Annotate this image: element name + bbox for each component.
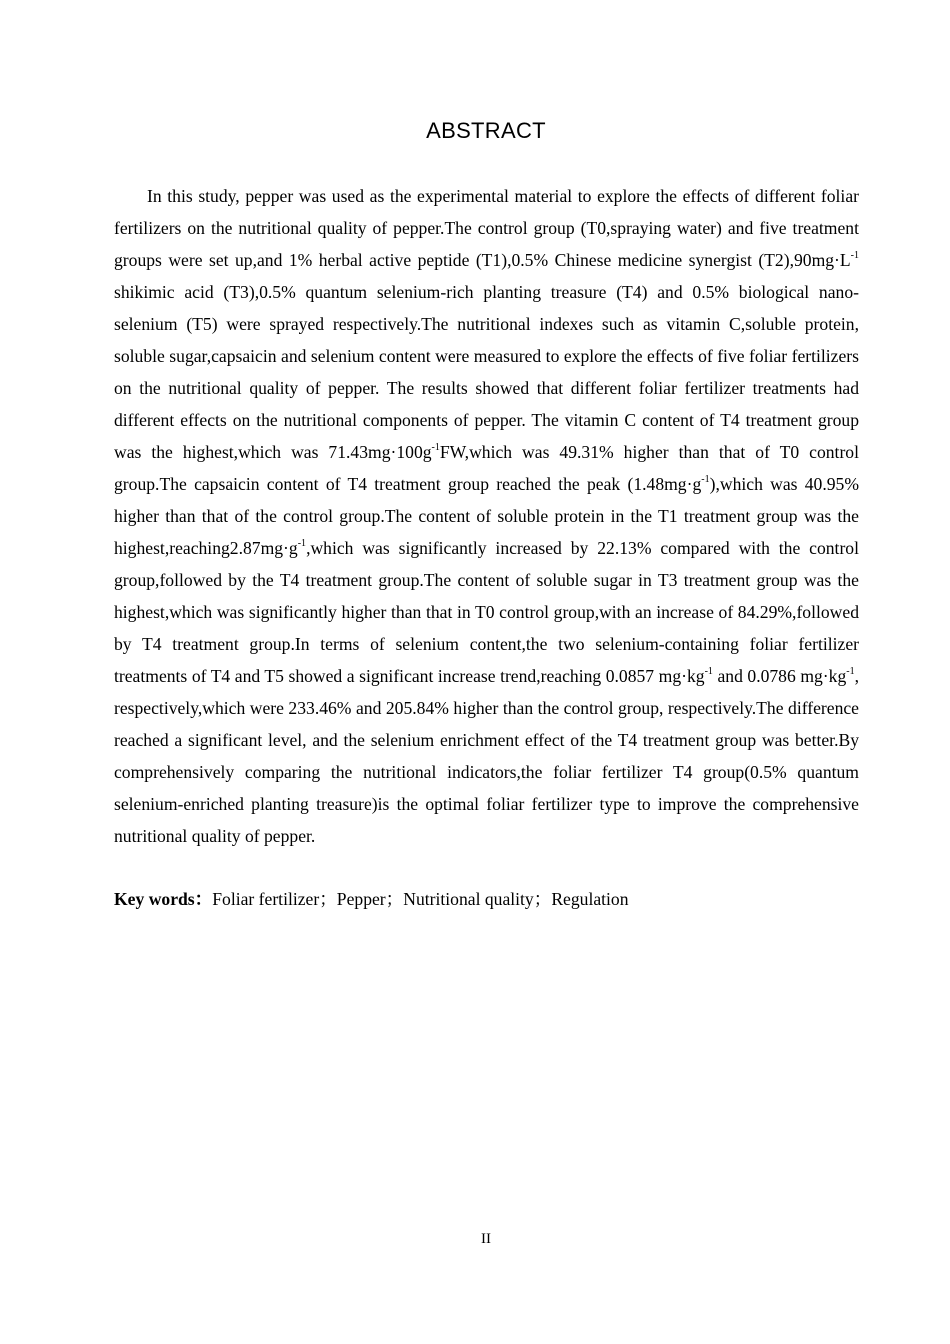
abstract-heading: ABSTRACT: [426, 118, 546, 143]
superscript: -1: [846, 666, 855, 678]
abstract-text: FW,which was 49.31% higher than that of T0 control group.The capsaicin content of T4 treatment group reached the peak (1.48mg·g: [114, 442, 859, 494]
superscript: -1: [850, 250, 859, 262]
superscript: -1: [297, 538, 307, 550]
keywords-terms: Foliar fertilizer；Pepper；Nutritional quality；Regulation: [212, 889, 629, 909]
abstract-text: In this study, pepper was used as the experimental material to explore the effects of different foliar fertilizers on the nutritional quality of pepper.The control group (T0,spraying water) and five treatment groups were set up,and 1% herbal active peptide (T1),0.5% Chinese medicine synergist (T2),90mg·L: [114, 186, 859, 270]
superscript: -1: [701, 474, 710, 486]
abstract-text: ,which was significantly increased by 22.13% compared with the control group,followed by the T4 treatment group.The content of soluble sugar in T3 treatment group was the highest,which was significantly higher than that in T0 control group,with an increase of 84.29%,followed by T4 treatment group.In terms of selenium content,the two selenium-containing foliar fertilizer treatments of T4 and T5 showed a significant increase trend,reaching 0.0857 mg·kg: [114, 538, 859, 686]
abstract-text: , respectively,which were 233.46% and 205.84% higher than the control group, respectively.The difference reached a significant level, and the selenium enrichment effect of the T4 treatment group was better.By comprehensively comparing the nutritional indicators,the foliar fertilizer T4 group(0.5% quantum selenium-enriched planting treasure)is the optimal foliar fertilizer type to improve the comprehensive nutritional quality of pepper.: [114, 666, 859, 846]
keywords-line: [114, 883, 859, 915]
superscript: -1: [431, 442, 440, 454]
superscript: -1: [704, 666, 713, 678]
page-number: II: [481, 1231, 491, 1247]
abstract-text: and 0.0786 mg·kg: [712, 666, 847, 686]
keywords-label: Key words：: [114, 889, 213, 909]
abstract-text: ),which was 40.95% higher than that of the control group.The content of soluble protein in the T1 treatment group was the highest,reaching2.87mg·g: [114, 474, 860, 558]
abstract-text: shikimic acid (T3),0.5% quantum selenium-rich planting treasure (T4) and 0.5% biological nano-selenium (T5) were sprayed respectively.The nutritional indexes such as vitamin C,soluble protein, soluble sugar,capsaicin and selenium content were measured to explore the effects of five foliar fertilizers on the nutritional quality of pepper. The results showed that different foliar fertilizer treatments had different effects on the nutritional components of pepper. The vitamin C content of T4 treatment group was the highest,which was 71.43mg·100g: [114, 282, 859, 462]
abstract-paragraph: [114, 180, 859, 852]
